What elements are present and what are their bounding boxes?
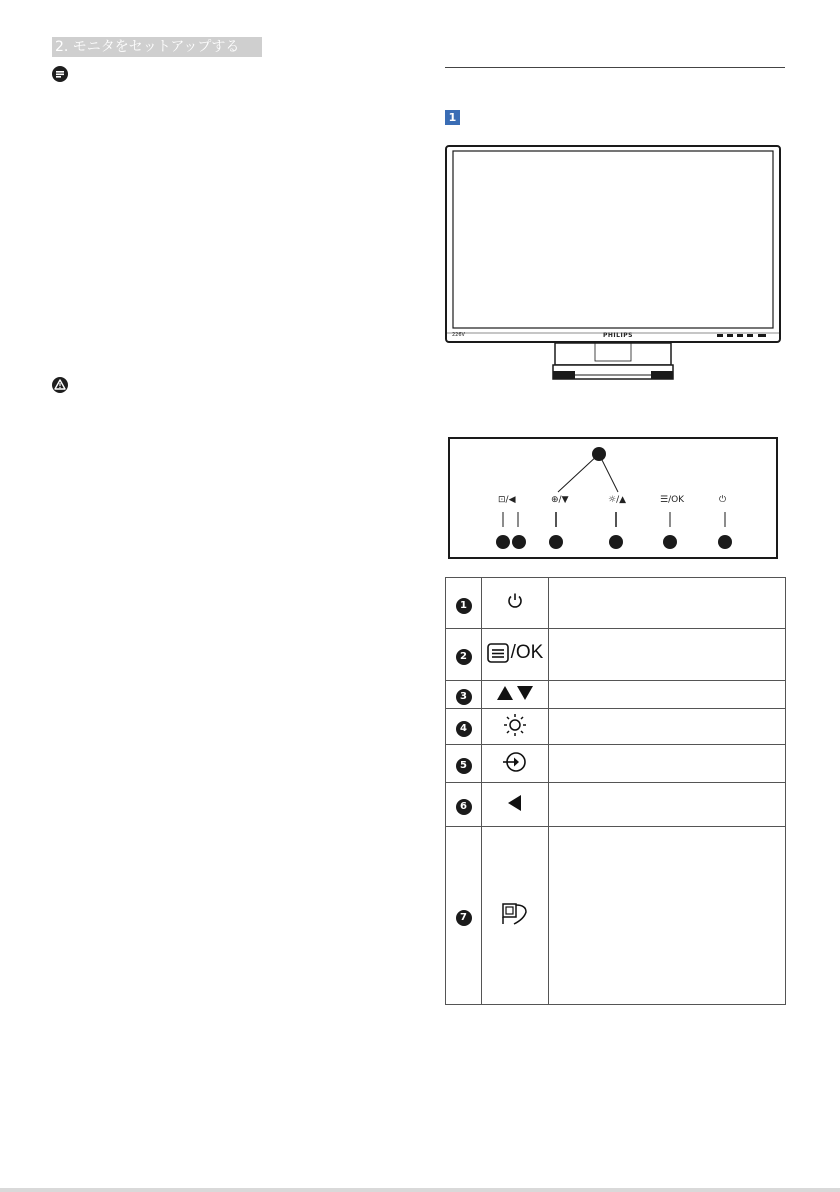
warning-icon xyxy=(52,377,68,393)
panel-label-brightness: ☼/▲ xyxy=(608,495,627,505)
controls-table xyxy=(445,577,786,1005)
input-icon xyxy=(502,758,528,777)
brightness-icon xyxy=(503,722,527,741)
ok-text: /OK xyxy=(510,642,544,663)
up-down-arrows-icon xyxy=(495,686,535,705)
row-description xyxy=(549,827,786,1005)
row-description xyxy=(549,578,786,629)
left-arrow-icon xyxy=(507,797,523,816)
monitor-illustration xyxy=(445,145,781,385)
table-row xyxy=(446,629,786,681)
row-number-badge: 6 xyxy=(456,799,472,815)
table-row xyxy=(446,783,786,827)
monitor-brand-logo: PHILIPS xyxy=(603,332,633,339)
power-icon xyxy=(506,595,524,614)
table-row xyxy=(446,578,786,629)
table-row xyxy=(446,709,786,745)
row-description xyxy=(549,629,786,681)
row-number-badge: 2 xyxy=(456,649,472,665)
monitor-model-label: 226V xyxy=(452,332,465,338)
note-icon xyxy=(52,66,68,82)
row-description xyxy=(549,745,786,783)
table-row xyxy=(446,681,786,709)
menu-ok-icon xyxy=(487,642,544,664)
table-row xyxy=(446,745,786,783)
row-number-badge: 1 xyxy=(456,598,472,614)
panel-label-smartimage: ⊡/◀ xyxy=(498,495,516,505)
row-description xyxy=(549,681,786,709)
panel-label-input: ⊕/▼ xyxy=(551,495,569,505)
row-number-badge: 4 xyxy=(456,721,472,737)
column-rule xyxy=(445,67,785,68)
table-row xyxy=(446,827,786,1005)
panel-label-menu-ok: ☰/OK xyxy=(660,495,685,505)
section-title: 2. モニタをセットアップする xyxy=(52,37,262,57)
panel-label-power: ⏻ xyxy=(719,495,727,505)
row-number-badge: 5 xyxy=(456,758,472,774)
row-number-badge: 7 xyxy=(456,910,472,926)
row-description xyxy=(549,783,786,827)
smartimage-icon xyxy=(502,910,528,929)
row-number-badge: 3 xyxy=(456,689,472,705)
row-description xyxy=(549,709,786,745)
figure-number-badge: 1 xyxy=(445,110,460,125)
control-panel-diagram xyxy=(448,437,778,559)
page-footer-bar xyxy=(0,1188,840,1192)
